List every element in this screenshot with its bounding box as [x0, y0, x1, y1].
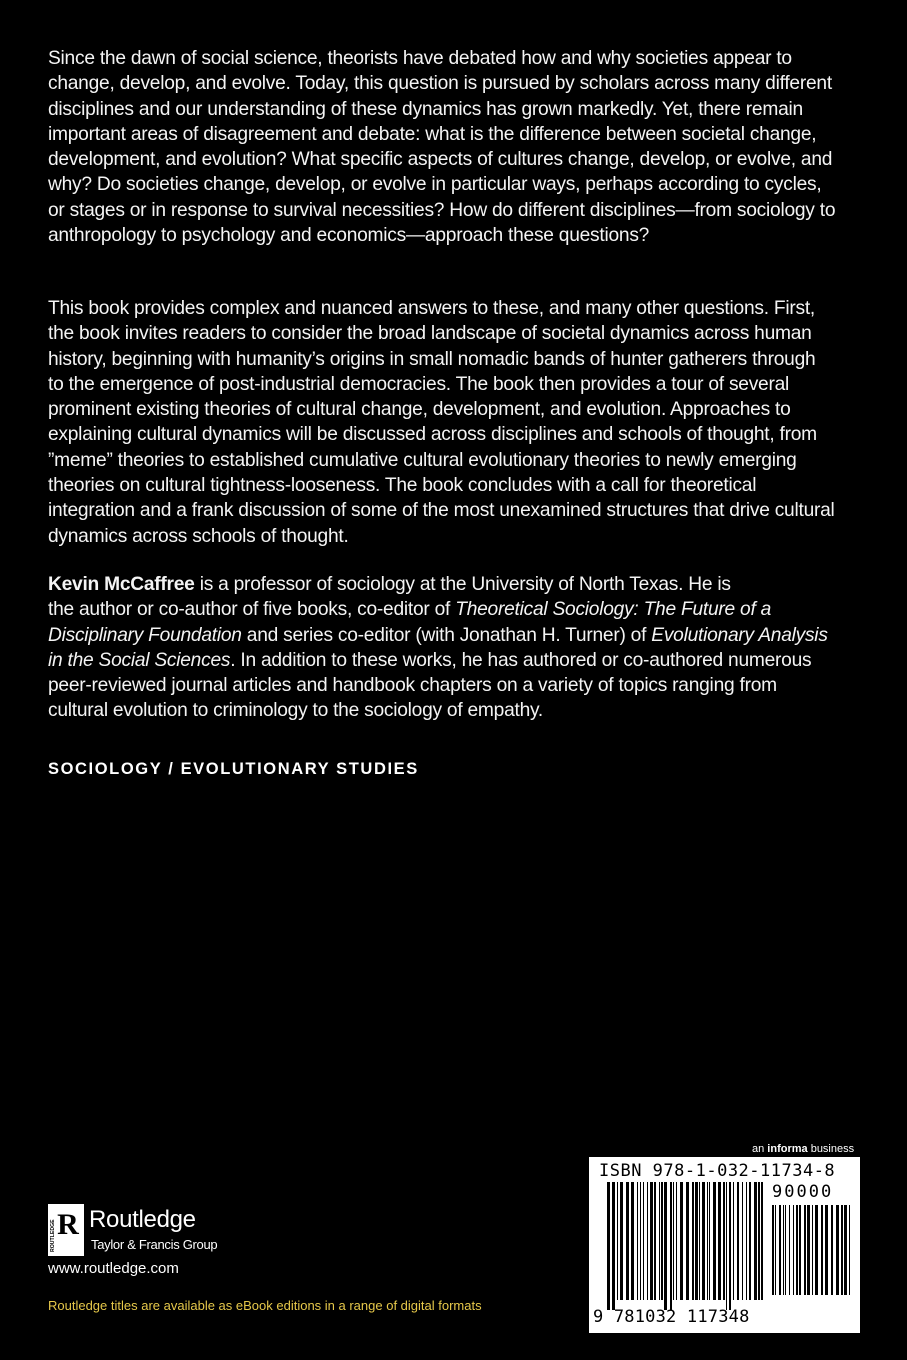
- barcode-bar: [659, 1182, 660, 1300]
- barcode-bar: [785, 1205, 786, 1295]
- blurb-line: or stages or in response to survival necessities? How do different disciplines—from sociology to: [48, 199, 836, 221]
- barcode-bar: [849, 1205, 850, 1295]
- barcode-bar: [746, 1182, 747, 1300]
- barcode-bar: [812, 1205, 813, 1295]
- informa-tagline: [752, 1143, 854, 1155]
- barcode-bar: [612, 1182, 615, 1310]
- barcode-bar: [749, 1182, 751, 1300]
- barcode-bar: [640, 1182, 641, 1300]
- barcode-bar: [729, 1182, 731, 1310]
- barcode-bar: [707, 1182, 708, 1300]
- ean-digits: 9 781032 117348: [593, 1307, 750, 1327]
- barcode-bar: [673, 1182, 674, 1300]
- blurb-paragraph-1: [48, 46, 868, 248]
- barcode-bar: [654, 1182, 656, 1300]
- barcode-bar: [702, 1182, 705, 1300]
- blurb-line: This book provides complex and nuanced answers to these, and many other questions. First,: [48, 298, 815, 319]
- barcode-bar: [718, 1182, 721, 1300]
- barcode-bar: [758, 1182, 760, 1300]
- addon-barcode-bars: [772, 1205, 854, 1305]
- bio-line: [48, 572, 868, 597]
- bio-line: [48, 623, 868, 648]
- bio-text: and series co-editor (with Jonathan H. Turner) of: [241, 624, 652, 646]
- bio-text: is a professor of sociology at the University of North Texas. He is: [194, 574, 731, 595]
- routledge-mark-icon: [48, 1204, 84, 1256]
- barcode-bar: [779, 1205, 781, 1295]
- bio-line: [48, 597, 868, 622]
- blurb-line: integration and a frank discussion of some of the most unexamined structures that drive cultural: [48, 500, 835, 522]
- barcode-bar: [775, 1205, 776, 1295]
- barcode-bar: [607, 1182, 610, 1310]
- barcode-bar: [754, 1182, 757, 1300]
- barcode-bar: [686, 1182, 689, 1300]
- isbn-label: ISBN 978-1-032-11734-8: [599, 1161, 836, 1181]
- barcode-bar: [844, 1205, 847, 1295]
- price-code: 90000: [772, 1182, 834, 1202]
- barcode-bar: [620, 1182, 623, 1300]
- barcode-bar: [831, 1205, 833, 1295]
- bio-line: cultural evolution to criminology to the sociology of empathy.: [48, 700, 544, 722]
- blurb-line: anthropology to psychology and economics—approach these questions?: [48, 225, 650, 247]
- barcode-bar: [631, 1182, 634, 1300]
- barcode-bar: [761, 1182, 763, 1300]
- informa-brand: informa: [767, 1143, 808, 1155]
- barcode-bar: [841, 1205, 843, 1295]
- blurb-paragraph-2: [48, 296, 868, 549]
- blurb-line: why? Do societies change, develop, or evolve in particular ways, perhaps according to cycles,: [48, 174, 822, 196]
- barcode-bar: [647, 1182, 648, 1300]
- book-title: Disciplinary Foundation: [48, 624, 242, 646]
- logo-mark-letter: R: [57, 1208, 79, 1241]
- blurb-line: Since the dawn of social science, theorists have debated how and why societies appear to: [48, 48, 792, 69]
- barcode-bar: [626, 1182, 629, 1300]
- barcode-bar: [799, 1205, 801, 1295]
- barcode-bar: [726, 1182, 727, 1310]
- book-title: Theoretical Sociology: The Future of a: [455, 599, 772, 621]
- barcode-bar: [723, 1182, 725, 1300]
- bio-line: [48, 648, 868, 673]
- blurb-line: explaining cultural dynamics will be discussed across disciplines and schools of thought, from: [48, 424, 817, 446]
- series-title: in the Social Sciences: [48, 649, 231, 671]
- bio-line: peer-reviewed journal articles and handbook chapters on a variety of topics ranging from: [48, 675, 777, 697]
- blurb-line: development, and evolution? What specific aspects of cultures change, develop, or evolve, and: [48, 149, 833, 171]
- blurb-line: theories on cultural tightness-looseness. The book concludes with a call for theoretical: [48, 475, 757, 497]
- barcode-bar: [796, 1205, 798, 1295]
- blurb-line: ”meme” theories to established cumulative cultural evolutionary theories to newly emerging: [48, 449, 797, 471]
- barcode-bar: [733, 1182, 734, 1300]
- barcode-bar: [661, 1182, 663, 1300]
- informa-suffix: business: [807, 1143, 855, 1155]
- barcode-bar: [650, 1182, 653, 1300]
- barcode-bar: [836, 1205, 839, 1295]
- barcode-bar: [804, 1205, 806, 1295]
- blurb-line: dynamics across schools of thought.: [48, 525, 349, 547]
- publisher-group: Taylor & Francis Group: [91, 1237, 218, 1252]
- barcode-bar: [793, 1205, 794, 1295]
- blurb-line: disciplines and our understanding of these dynamics has grown markedly. Yet, there remain: [48, 98, 803, 120]
- blurb-line: the book invites readers to consider the broad landscape of societal dynamics across human: [48, 323, 812, 345]
- barcode-bar: [789, 1205, 790, 1295]
- author-bio: [48, 572, 868, 724]
- barcode-bar: [664, 1182, 667, 1310]
- barcode-bar: [680, 1182, 683, 1300]
- bio-text: . In addition to these works, he has authored or co-authored numerous: [230, 649, 812, 671]
- blurb-line: change, develop, and evolve. Today, this question is pursued by scholars across many different: [48, 73, 832, 95]
- barcode-bar: [637, 1182, 638, 1300]
- logo-vertical-text: ROUTLEDGE: [50, 1219, 56, 1252]
- publisher-name: Routledge: [89, 1206, 196, 1233]
- barcode-bar: [692, 1182, 694, 1300]
- barcode-bar: [695, 1182, 698, 1300]
- barcode-bar: [670, 1182, 672, 1310]
- barcode-bar: [807, 1205, 810, 1295]
- routledge-logo: [48, 1204, 248, 1260]
- barcode-bar: [742, 1182, 743, 1300]
- barcode-bar: [713, 1182, 716, 1300]
- blurb-line: important areas of disagreement and debate: what is the difference between societal change,: [48, 123, 817, 145]
- publisher-website[interactable]: www.routledge.com: [48, 1260, 179, 1277]
- subject-category: SOCIOLOGY / EVOLUTIONARY STUDIES: [48, 760, 419, 778]
- barcode-bar: [617, 1182, 618, 1300]
- isbn-barcode: [589, 1157, 860, 1333]
- ebook-note: Routledge titles are available as eBook editions in a range of digital formats: [48, 1298, 482, 1313]
- barcode-bar: [821, 1205, 823, 1295]
- ean-barcode-bars: [607, 1182, 767, 1310]
- blurb-line: prominent existing theories of cultural change, development, and evolution. Approaches to: [48, 399, 791, 421]
- barcode-bar: [737, 1182, 739, 1300]
- barcode-bar: [783, 1205, 784, 1295]
- barcode-bar: [709, 1182, 710, 1300]
- barcode-bar: [815, 1205, 818, 1295]
- barcode-bar: [676, 1182, 677, 1300]
- bio-text: the author or co-author of five books, co-editor of: [48, 599, 456, 621]
- author-name: Kevin McCaffree: [48, 574, 195, 595]
- blurb-line: history, beginning with humanity’s origins in small nomadic bands of hunter gatherers through: [48, 348, 816, 370]
- barcode-bar: [699, 1182, 700, 1300]
- barcode-bar: [825, 1205, 828, 1295]
- barcode-bar: [772, 1205, 774, 1295]
- informa-prefix: an: [752, 1143, 768, 1155]
- blurb-line: to the emergence of post-industrial democracies. The book then provides a tour of several: [48, 373, 790, 395]
- barcode-bar: [643, 1182, 644, 1300]
- series-title: Evolutionary Analysis: [651, 624, 828, 646]
